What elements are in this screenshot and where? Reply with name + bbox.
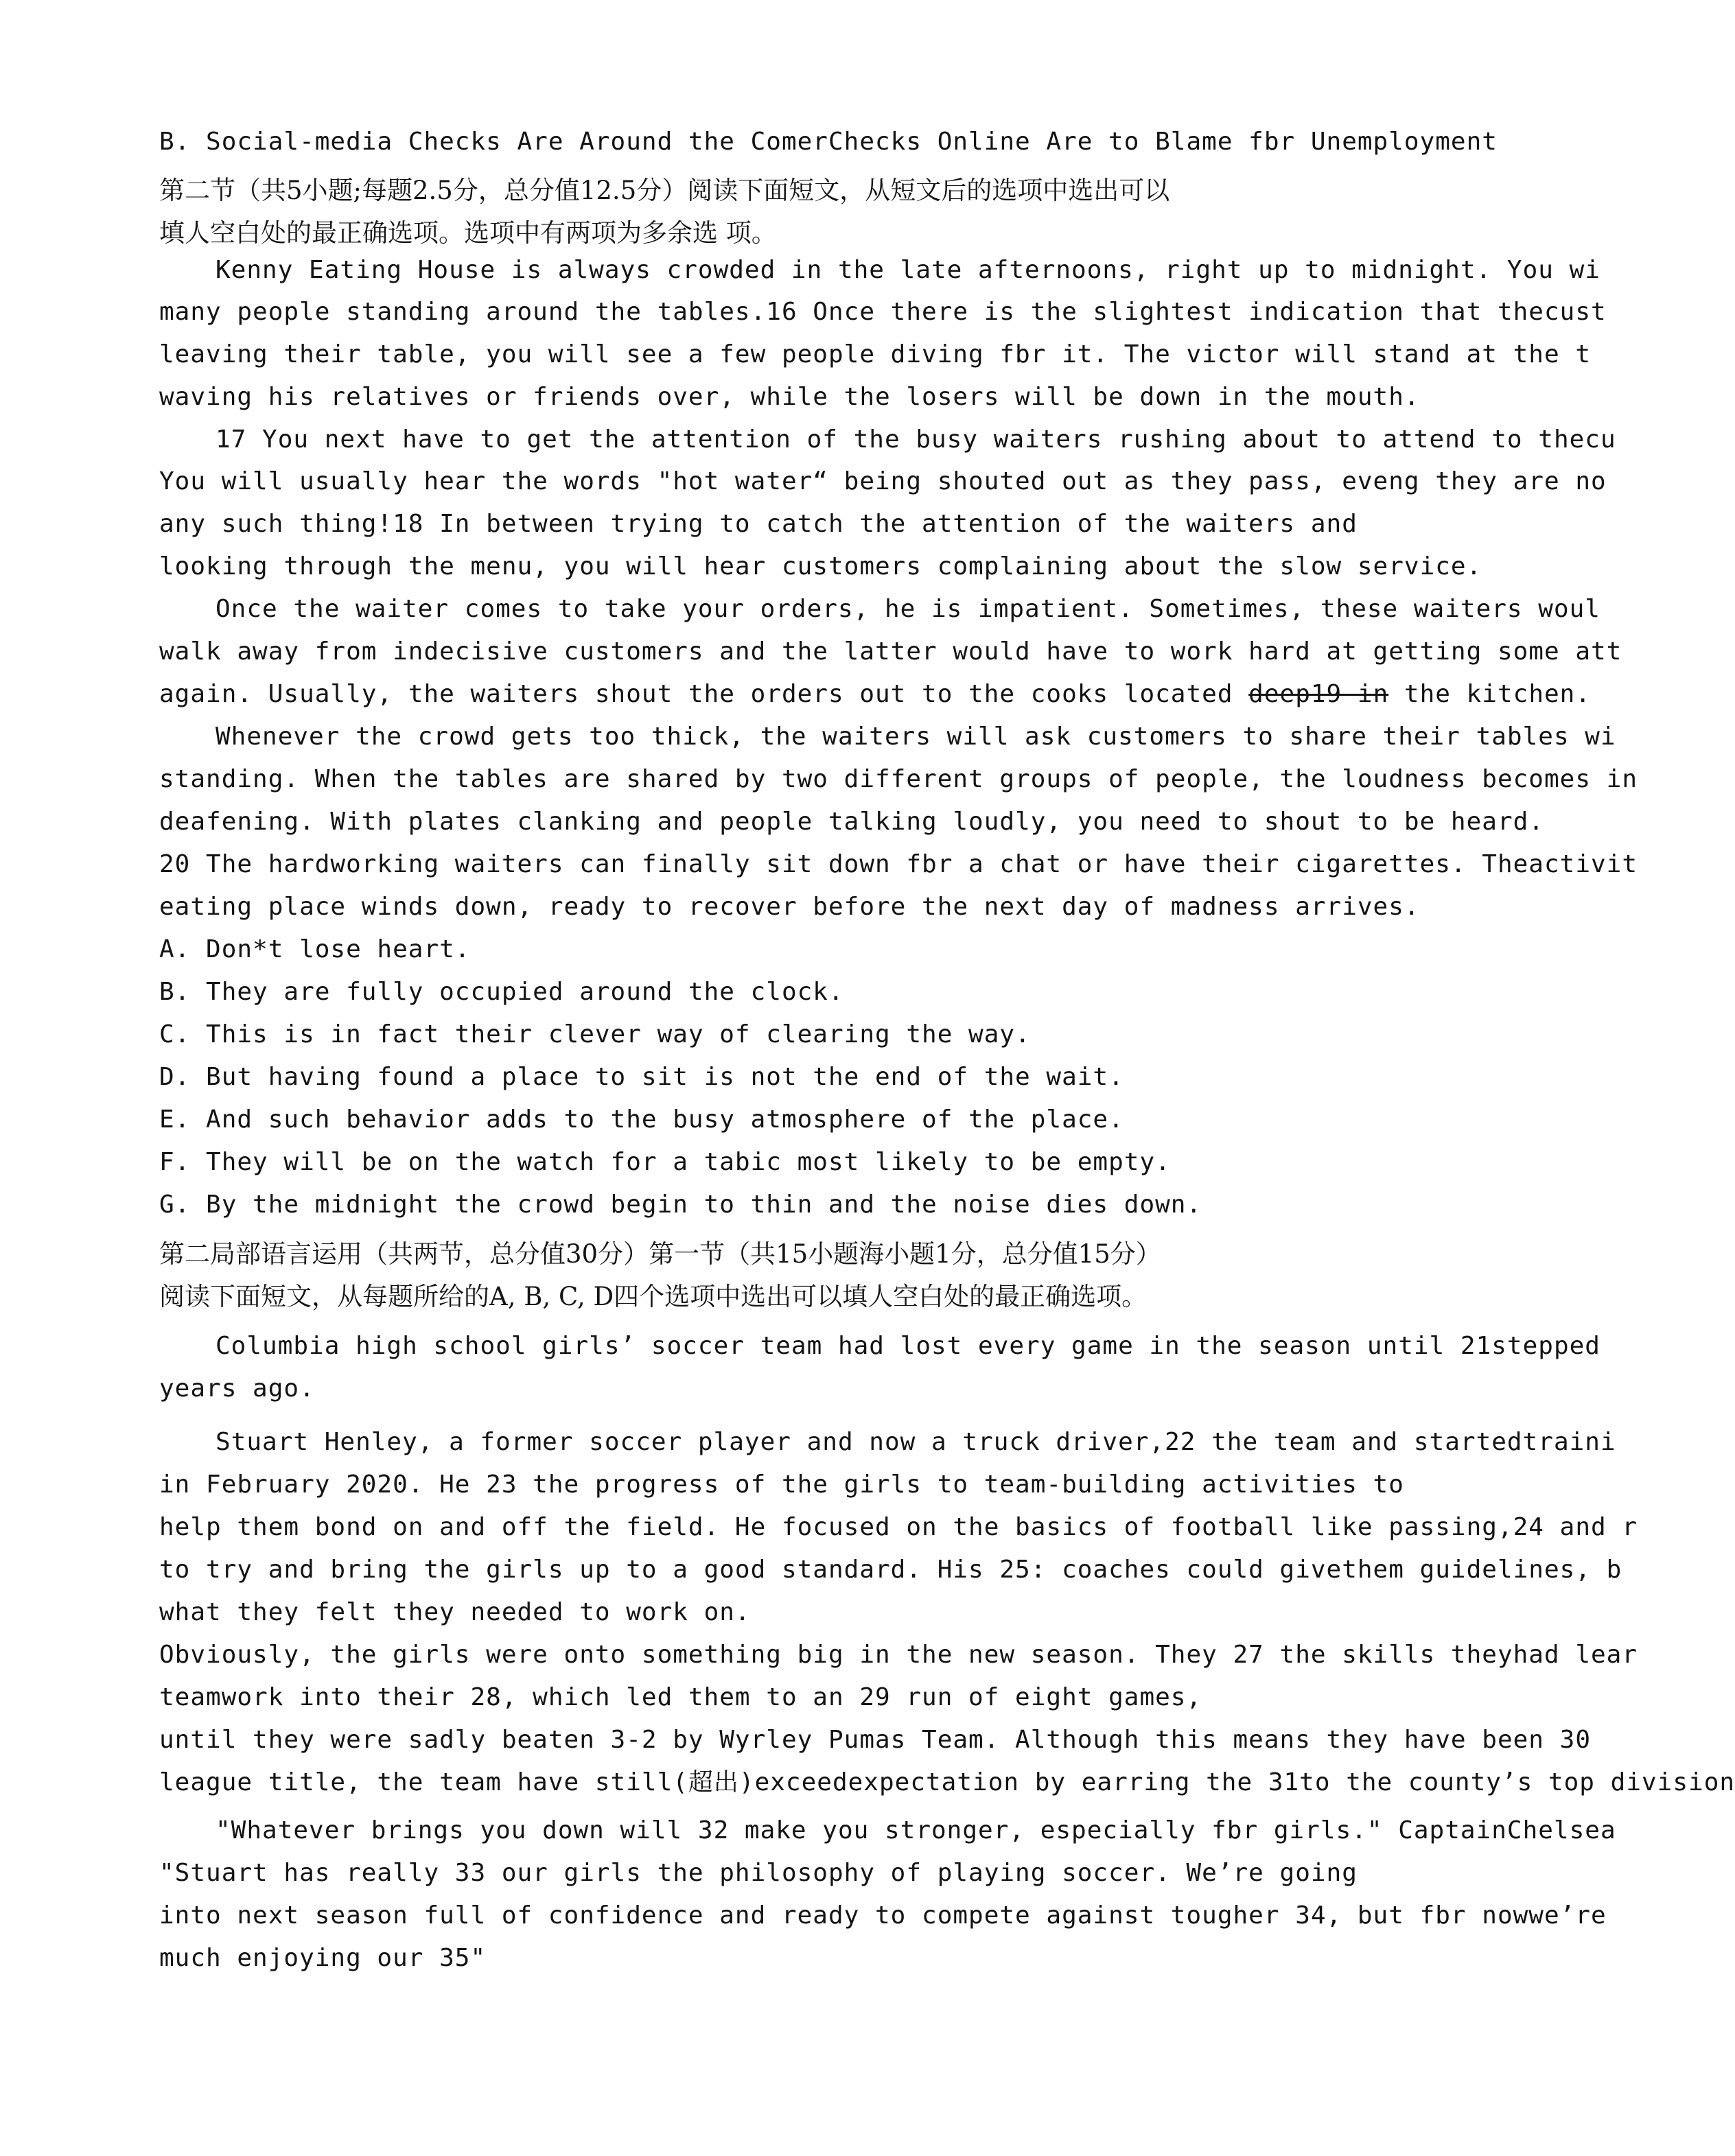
- struck-text: deep19 in: [1248, 680, 1389, 708]
- option-g: G. By the midnight the crowd begin to thin and the noise dies down.: [159, 1191, 1202, 1219]
- option-d: D. But having found a place to sit is not the end of the wait.: [159, 1063, 1124, 1091]
- text-line: B. Social-media Checks Are Around the ComerChecks Online Are to Blame fbr Unemployment: [159, 128, 1498, 156]
- text-line: years ago.: [159, 1374, 315, 1403]
- section-heading: 第二局部语言运用（共两节，总分值30分）第一节（共15小题海小题1分，总分值15分）: [159, 1239, 1161, 1269]
- text-line: Stuart Henley, a former soccer player and now a truck driver,22 the team and startedtraini: [216, 1428, 1616, 1456]
- text-line: teamwork into their 28, which led them to an 29 run of eight games,: [159, 1683, 1202, 1711]
- text-line: standing. When the tables are shared by two different groups of people, the loudness becomes in: [159, 765, 1638, 793]
- text-line: You will usually hear the words "hot water“ being shouted out as they pass, eveng they are no: [159, 467, 1607, 495]
- text-line: [159, 679, 1591, 710]
- text-line: 20 The hardworking waiters can finally sit down fbr a chat or have their cigarettes. Theactivit: [159, 850, 1638, 878]
- option-f: F. They will be on the watch for a tabic most likely to be empty.: [159, 1148, 1171, 1176]
- text-line: Obviously, the girls were onto something big in the new season. They 27 the skills theyhad lear: [159, 1641, 1638, 1669]
- text-line: eating place winds down, ready to recover before the next day of madness arrives.: [159, 893, 1420, 921]
- text-line: into next season full of confidence and ready to compete against tougher 34, but fbr nowwe’re: [159, 1901, 1607, 1930]
- text-line: looking through the menu, you will hear customers complaining about the slow service.: [159, 552, 1482, 581]
- text-line: leaving their table, you will see a few people diving fbr it. The victor will stand at the t: [159, 340, 1591, 368]
- text-line: until they were sadly beaten 3-2 by Wyrley Pumas Team. Although this means they have been 30: [159, 1726, 1591, 1754]
- text-line: walk away from indecisive customers and the latter would have to work hard at getting some att: [159, 637, 1622, 666]
- text-line: 17 You next have to get the attention of the busy waiters rushing about to attend to thecu: [216, 425, 1616, 454]
- option-c: C. This is in fact their clever way of clearing the way.: [159, 1020, 1031, 1048]
- text-line: deafening. With plates clanking and people talking loudly, you need to shout to be heard.: [159, 808, 1544, 836]
- option-e: E. And such behavior adds to the busy atmosphere of the place.: [159, 1105, 1124, 1134]
- section-heading: 第二节（共5小题;每题2.5分，总分值12.5分）阅读下面短文，从短文后的选项中选出可以: [159, 176, 1170, 205]
- text-line: what they felt they needed to work on.: [159, 1598, 751, 1626]
- text-line: to try and bring the girls up to a good standard. His 25: coaches could givethem guidelines, b: [159, 1556, 1622, 1584]
- text-line: Once the waiter comes to take your orders, he is impatient. Sometimes, these waiters woul: [216, 595, 1600, 623]
- text-segment: again. Usually, the waiters shout the orders out to the cooks located: [159, 680, 1249, 708]
- text-segment: the kitchen.: [1388, 680, 1592, 708]
- text-line: "Stuart has really 33 our girls the philosophy of playing soccer. We’re going: [159, 1859, 1358, 1887]
- text-line: "Whatever brings you down will 32 make you stronger, especially fbr girls." CaptainChelsea: [216, 1816, 1616, 1844]
- text-line: Columbia high school girls’ soccer team had lost every game in the season until 21stepped: [216, 1332, 1600, 1360]
- text-line: league title, the team have still(超出)exceedexpectation by earring the 31to the county’s top division: [159, 1768, 1735, 1796]
- text-line: many people standing around the tables.16 Once there is the slightest indication that thecust: [159, 298, 1607, 326]
- text-line: Whenever the crowd gets too thick, the waiters will ask customers to share their tables wi: [216, 723, 1616, 751]
- text-line: Kenny Eating House is always crowded in the late afternoons, right up to midnight. You wi: [216, 256, 1600, 284]
- text-line: help them bond on and off the field. He focused on the basics of football like passing,24 and r: [159, 1513, 1638, 1541]
- text-line: waving his relatives or friends over, while the losers will be down in the mouth.: [159, 383, 1420, 411]
- option-a: A. Don*t lose heart.: [159, 935, 471, 963]
- section-heading: 阅读下面短文，从每题所给的A, B, C, D四个选项中选出可以填人空白处的最正确选项。: [159, 1282, 1148, 1311]
- text-line: any such thing!18 In between trying to catch the attention of the waiters and: [159, 510, 1358, 538]
- text-line: much enjoying our 35": [159, 1944, 487, 1972]
- section-heading: 填人空白处的最正确选项。选项中有两项为多余选 项。: [159, 218, 777, 248]
- text-line: in February 2020. He 23 the progress of the girls to team-building activities to: [159, 1470, 1404, 1499]
- option-b: B. They are fully occupied around the clock.: [159, 978, 844, 1006]
